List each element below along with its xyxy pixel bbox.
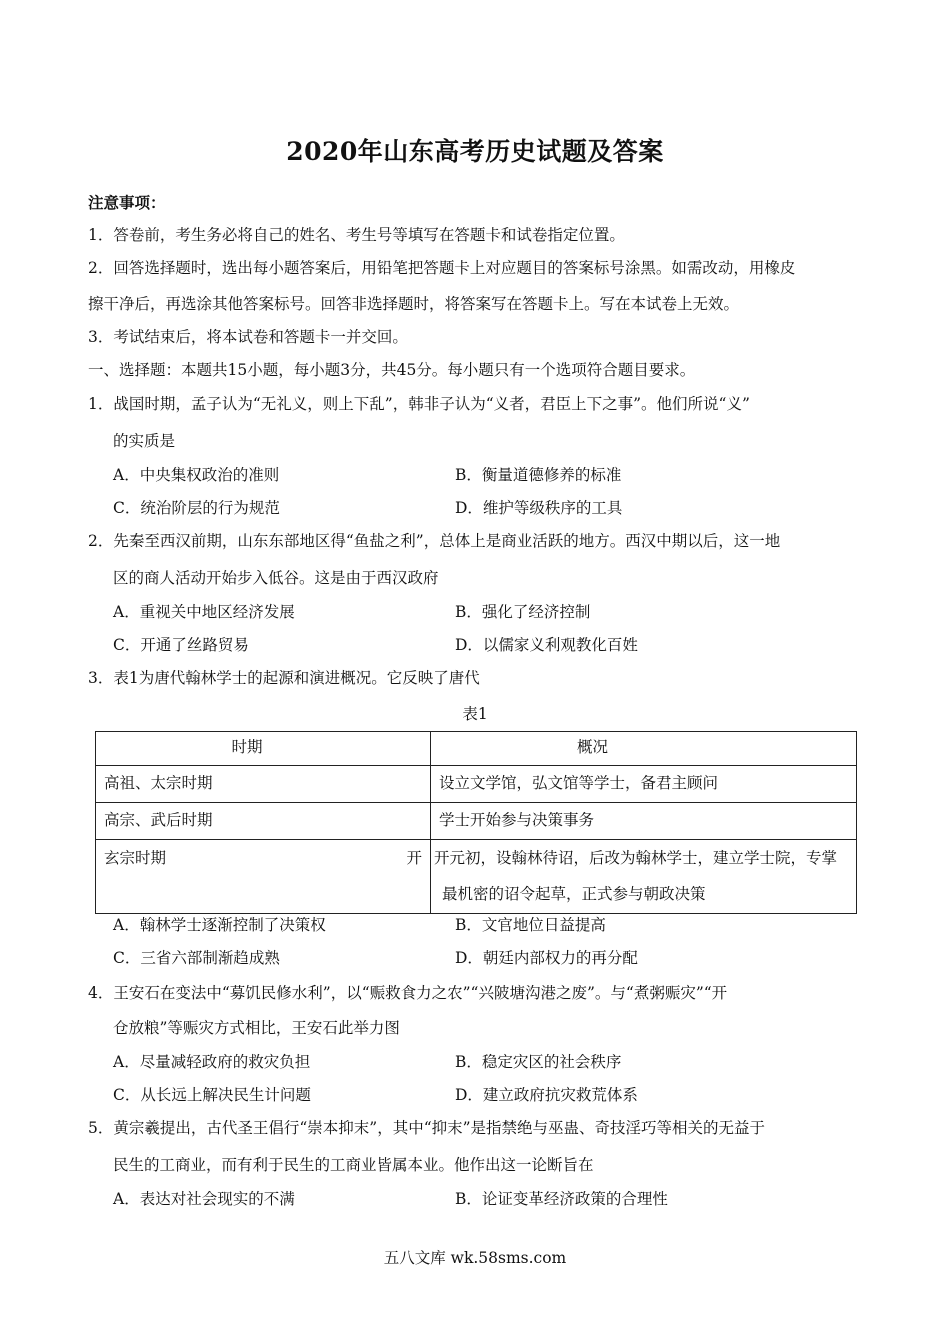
question-3-option-d: D．朝廷内部权力的再分配 — [455, 949, 638, 967]
question-4-line-2: 仓放粮”等赈灾方式相比，王安石此举力图 — [113, 1019, 400, 1037]
question-2-line-2: 区的商人活动开始步入低谷。这是由于西汉政府 — [113, 569, 439, 587]
question-1-line-2: 的实质是 — [113, 432, 176, 450]
question-3-option-c: C．三省六部制渐趋成熟 — [113, 949, 280, 967]
table-cell-period-text: 玄宗时期 — [104, 849, 167, 867]
table-cell-period — [96, 840, 431, 914]
question-1-option-c: C．统治阶层的行为规范 — [113, 499, 280, 517]
table-header-summary: 概况 — [431, 732, 857, 766]
question-2-line-1: 2．先秦至西汉前期，山东东部地区得“鱼盐之利”，总体上是商业活跃的地方。西汉中期以后，这一地 — [88, 532, 781, 550]
page-footer: 五八文库 wk.58sms.com — [383, 1249, 567, 1267]
table-row — [96, 803, 857, 840]
table-cell-summary: 学士开始参与决策事务 — [431, 803, 857, 840]
table-cell-period: 高祖、太宗时期 — [96, 766, 431, 803]
question-3-option-a: A．翰林学士逐渐控制了决策权 — [113, 916, 326, 934]
question-5-option-b: B．论证变革经济政策的合理性 — [455, 1190, 668, 1208]
table-cell-summary-line-2: 最机密的诏令起草，正式参与朝政决策 — [442, 885, 706, 903]
question-4-option-a: A．尽量减轻政府的救灾负担 — [113, 1053, 311, 1071]
page-title: 2020年山东高考历史试题及答案 — [286, 137, 664, 166]
question-5-line-1: 5．黄宗羲提出，古代圣王倡行“崇本抑末”，其中“抑末”是指禁绝与巫蛊、奇技淫巧等相关的无益于 — [88, 1119, 766, 1137]
question-4-option-d: D．建立政府抗灾救荒体系 — [455, 1086, 638, 1104]
question-2-option-b: B．强化了经济控制 — [455, 603, 591, 621]
question-2-option-d: D．以儒家义利观教化百姓 — [455, 636, 638, 654]
question-1-option-b: B．衡量道德修养的标准 — [455, 466, 622, 484]
table-header-row — [96, 732, 857, 766]
question-5-option-a: A．表达对社会现实的不满 — [113, 1190, 295, 1208]
notice-item-2: 2．回答选择题时，选出每小题答案后，用铅笔把答题卡上对应题目的答案标号涂黑。如需改动，用橡皮 — [88, 259, 796, 277]
question-4-line-1: 4．王安石在变法中“募饥民修水利”，以“赈救食力之农”“兴陂塘沟港之废”。与“煮粥赈灾”“开 — [88, 984, 728, 1002]
question-4-option-c: C．从长远上解决民生计问题 — [113, 1086, 311, 1104]
section-heading: 一、选择题：本题共15小题，每小题3分，共45分。每小题只有一个选项符合题目要求。 — [88, 361, 696, 379]
table-cell-summary: 设立文学馆，弘文馆等学士，备君主顾问 — [431, 766, 857, 803]
table-cell-overflow-char: 开 — [406, 849, 422, 867]
notice-item-3: 3．考试结束后，将本试卷和答题卡一并交回。 — [88, 328, 408, 346]
notice-item-2-cont: 擦干净后，再选涂其他答案标号。回答非选择题时，将答案写在答题卡上。写在本试卷上无效。 — [88, 295, 740, 313]
question-2-option-c: C．开通了丝路贸易 — [113, 636, 249, 654]
question-1-option-d: D．维护等级秩序的工具 — [455, 499, 623, 517]
table-header-period: 时期 — [96, 732, 431, 766]
table-caption: 表1 — [462, 705, 488, 723]
table-cell-summary — [431, 840, 857, 914]
question-2-option-a: A．重视关中地区经济发展 — [113, 603, 295, 621]
question-1-option-a: A．中央集权政治的准则 — [113, 466, 280, 484]
question-5-line-2: 民生的工商业，而有利于民生的工商业皆属本业。他作出这一论断旨在 — [113, 1156, 594, 1174]
question-3-option-b: B．文官地位日益提高 — [455, 916, 606, 934]
table-cell-summary-line-1: 开元初，设翰林待诏，后改为翰林学士，建立学士院，专掌 — [434, 849, 838, 867]
notice-heading: 注意事项： — [88, 193, 166, 212]
notice-item-1: 1．答卷前，考生务必将自己的姓名、考生号等填写在答题卡和试卷指定位置。 — [88, 226, 625, 244]
table-row — [96, 766, 857, 803]
question-1-line-1: 1．战国时期，孟子认为“无礼义，则上下乱”，韩非子认为“义者，君臣上下之事”。他们所说“义” — [88, 395, 750, 413]
question-3-line-1: 3．表1为唐代翰林学士的起源和演进概况。它反映了唐代 — [88, 669, 480, 687]
table-row — [96, 840, 857, 914]
table-1 — [95, 731, 857, 914]
question-4-option-b: B．稳定灾区的社会秩序 — [455, 1053, 622, 1071]
table-cell-period: 高宗、武后时期 — [96, 803, 431, 840]
